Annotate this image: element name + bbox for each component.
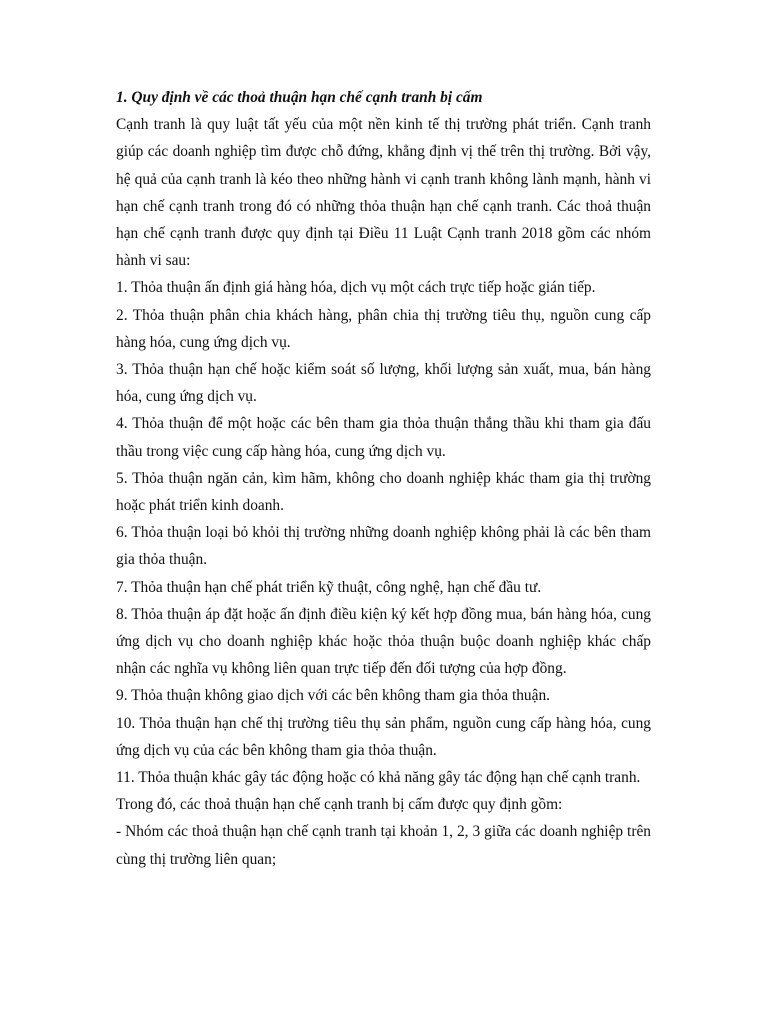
list-item-1: 1. Thỏa thuận ấn định giá hàng hóa, dịch vụ một cách trực tiếp hoặc gián tiếp. — [116, 279, 596, 297]
list-item-3: 3. Thỏa thuận hạn chế hoặc kiểm soát số lượng, khối lượng sản xuất, mua, bán hàng hóa, cung ứng dịch vụ. — [116, 361, 651, 406]
intro-paragraph: Cạnh tranh là quy luật tất yếu của một nền kinh tế thị trường phát triển. Cạnh tranh giúp các doanh nghiệp tìm được chỗ đứng, khẳng định vị thế trên thị trường. Bởi vậy, hệ quả của cạnh tranh là kéo theo những hành vi cạnh tranh không lành mạnh, hành vi hạn chế cạnh tranh trong đó có những thỏa thuận hạn chế cạnh tranh. Các thoả thuận hạn chế cạnh tranh được quy định tại Điều 11 Luật Cạnh tranh 2018 gồm các nhóm hành vi sau: — [116, 116, 651, 270]
list-item-10: 10. Thỏa thuận hạn chế thị trường tiêu thụ sản phẩm, nguồn cung cấp hàng hóa, cung ứng dịch vụ của các bên không tham gia thỏa thuận. — [116, 714, 651, 759]
list-item-9: 9. Thỏa thuận không giao dịch với các bên không tham gia thỏa thuận. — [116, 687, 550, 705]
section-heading: 1. Quy định về các thoả thuận hạn chế cạnh tranh bị cấm — [116, 89, 483, 106]
list-item-7: 7. Thỏa thuận hạn chế phát triển kỹ thuật, công nghệ, hạn chế đầu tư. — [116, 578, 542, 596]
bullet-item: - Nhóm các thoả thuận hạn chế cạnh tranh tại khoản 1, 2, 3 giữa các doanh nghiệp trên cùng thị trường liên quan; — [116, 823, 651, 868]
list-item-5: 5. Thỏa thuận ngăn cản, kìm hãm, không cho doanh nghiệp khác tham gia thị trường hoặc phát triển kinh doanh. — [116, 469, 651, 515]
list-item-4: 4. Thỏa thuận để một hoặc các bên tham gia thỏa thuận thắng thầu khi tham gia đấu thầu trong việc cung cấp hàng hóa, cung ứng dịch vụ. — [116, 415, 651, 460]
list-item-11: 11. Thỏa thuận khác gây tác động hoặc có khả năng gây tác động hạn chế cạnh tranh. — [116, 769, 641, 787]
document-page — [116, 84, 651, 873]
list-item-8: 8. Thỏa thuận áp đặt hoặc ấn định điều kiện ký kết hợp đồng mua, bán hàng hóa, cung ứng dịch vụ cho doanh nghiệp khác hoặc thỏa thuận buộc doanh nghiệp khác chấp nhận các nghĩa vụ không liên quan trực tiếp đến đối tượng của hợp đồng. — [116, 605, 651, 678]
summary-paragraph: Trong đó, các thoả thuận hạn chế cạnh tranh bị cấm được quy định gồm: — [116, 796, 563, 814]
list-item-2: 2. Thỏa thuận phân chia khách hàng, phân chia thị trường tiêu thụ, nguồn cung cấp hàng hóa, cung ứng dịch vụ. — [116, 306, 651, 351]
list-item-6: 6. Thỏa thuận loại bỏ khỏi thị trường những doanh nghiệp không phải là các bên tham gia thỏa thuận. — [116, 524, 651, 569]
